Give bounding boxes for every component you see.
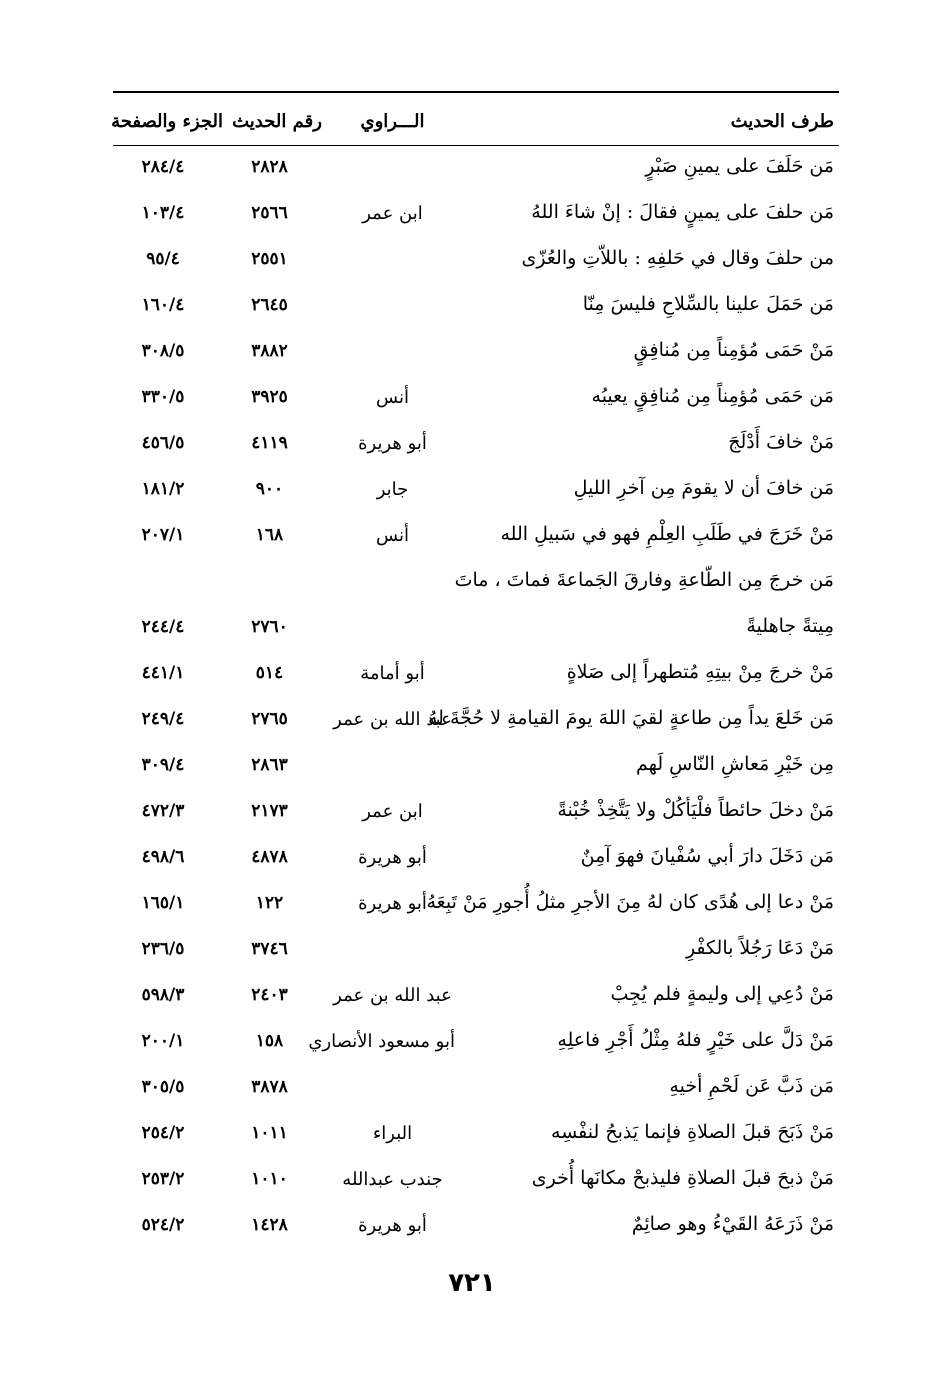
row-ref: ٢٤٩/٤ (141, 709, 185, 729)
row-narrator: أنس (376, 525, 409, 546)
row-hadith: مَنْ ذَرَعَهُ القَيْءُ وهو صائِمٌ (631, 1213, 834, 1235)
row-ref: ٣٠٥/٥ (141, 1077, 185, 1097)
row-hadith: مَن دَخَلَ دارَ أبي سُفْيانَ فهوَ آمِنٌ (580, 845, 834, 867)
row-narrator: عبد الله بن عمر (333, 709, 452, 730)
row-number: ١٦٨ (255, 525, 284, 545)
row-hadith: مَن خافَ أن لا يقومَ مِن آخرِ الليلِ (573, 477, 834, 499)
row-narrator: أبو هريرة (358, 1215, 427, 1236)
row-narrator: جابر (376, 479, 409, 500)
row-ref: ١٠٣/٤ (141, 203, 185, 223)
row-ref: ٤٩٨/٦ (141, 847, 185, 867)
row-hadith: مَنْ دعا إلى هُدًى كان لهُ مِنَ الأجرِ مثلُ أُجورِ مَنْ تَبِعَهُ (426, 891, 834, 913)
row-ref: ٢٠٧/١ (141, 525, 185, 545)
row-number: ٣٩٢٥ (251, 387, 288, 407)
header-hadith: طرف الحديث (730, 111, 834, 132)
row-hadith: مِيتةً جاهليةً (746, 615, 834, 637)
row-narrator: أبو هريرة (358, 847, 427, 868)
row-number: ٢١٧٣ (251, 801, 288, 821)
row-hadith: مَنْ دُعِي إلى وليمةٍ فلم يُجِبْ (610, 983, 834, 1005)
row-narrator: أنس (376, 387, 409, 408)
row-hadith: مَن حَمَى مُؤمِناً مِن مُنافِقٍ يعيبُه (591, 385, 834, 407)
row-ref: ١٦٠/٤ (141, 295, 185, 315)
row-number: ١٤٢٨ (251, 1215, 288, 1235)
row-number: ١٢٢ (255, 893, 284, 913)
row-number: ٢٥٦٦ (251, 203, 288, 223)
row-ref: ١٦٥/١ (141, 893, 185, 913)
row-narrator: أبو هريرة (358, 433, 427, 454)
row-number: ٤١١٩ (251, 433, 288, 453)
row-number: ٤٨٧٨ (251, 847, 288, 867)
row-number: ٢٨٢٨ (251, 157, 288, 177)
header-ref: الجزء والصفحة (111, 111, 223, 132)
row-hadith: مَنْ خَرَجَ في طَلَبِ العِلْمِ فهو في سَبيلِ الله (500, 523, 834, 545)
top-rule (113, 91, 839, 93)
row-narrator: ابن عمر (362, 801, 423, 822)
row-narrator: البراء (372, 1123, 413, 1144)
row-hadith: مَن حَلَفَ على يمينِ صَبْرٍ (645, 155, 834, 177)
page-number: ٧٢١ (448, 1268, 496, 1298)
row-number: ٢٤٠٣ (251, 985, 288, 1005)
row-hadith: من حلفَ وقال في حَلفِهِ : باللاّتِ والعُزّى (521, 247, 834, 269)
row-number: ١٠١٠ (251, 1169, 288, 1189)
row-ref: ٤٧٢/٣ (141, 801, 185, 821)
header-number: رقم الحديث (232, 111, 322, 132)
row-ref: ٢٠٠/١ (141, 1031, 185, 1051)
row-narrator: أبو مسعود الأنصاري (308, 1031, 455, 1052)
row-hadith: مَنْ دَعَا رَجُلاً بالكفْرِ (685, 937, 834, 959)
row-number: ٢٧٦٥ (251, 709, 288, 729)
row-hadith: مَنْ خرجَ مِنْ بيتِهِ مُتطهراً إلى صَلاةٍ (566, 661, 834, 683)
row-number: ٢٥٥١ (251, 249, 288, 269)
row-hadith: مَنْ دخلَ حائطاً فلْيَأكُلْ ولا يَتَّخِذْ خُبْنةً (557, 799, 834, 821)
row-narrator: عبد الله بن عمر (333, 985, 452, 1006)
row-number: ٣٨٨٢ (251, 341, 288, 361)
row-number: ١٠١١ (251, 1123, 288, 1143)
row-ref: ٢٥٣/٢ (141, 1169, 185, 1189)
row-number: ١٥٨ (255, 1031, 284, 1051)
row-hadith: مَنْ ذبحَ قبلَ الصلاةِ فليذبحْ مكانَها أُخرى (531, 1167, 834, 1189)
row-number: ٣٧٤٦ (251, 939, 288, 959)
row-hadith: مَنْ ذَبَحَ قبلَ الصلاةِ فإنما يَذبحُ لنفْسِه (551, 1121, 834, 1143)
row-ref: ٢٨٤/٤ (141, 157, 185, 177)
row-ref: ٢٥٤/٢ (141, 1123, 185, 1143)
row-ref: ٤٤١/١ (141, 663, 185, 683)
header-narrator: الـــراوي (360, 111, 425, 132)
row-hadith: مَن ذَبَّ عَن لَحْمِ أخيهِ (669, 1075, 834, 1097)
row-number: ٢٦٤٥ (251, 295, 288, 315)
row-hadith: مَن حَمَلَ علينا بالسِّلاحِ فليسَ مِنّا (582, 293, 834, 315)
row-ref: ٤٥٦/٥ (141, 433, 185, 453)
row-ref: ٢٣٦/٥ (141, 939, 185, 959)
row-hadith: مَنْ حَمَى مُؤمِناً مِن مُنافِقٍ (633, 339, 834, 361)
row-number: ٢٧٦٠ (251, 617, 288, 637)
row-number: ٢٨٦٣ (251, 755, 288, 775)
row-number: ٩٠٠ (255, 479, 284, 499)
row-number: ٥١٤ (255, 663, 284, 683)
row-hadith: مَنْ خافَ أَدْلَجَ (728, 431, 834, 453)
row-hadith: مِن خَيْرِ مَعاشِ النّاسِ لَهم (635, 753, 834, 775)
row-hadith: مَن خَلعَ يداً مِن طاعةٍ لقيَ اللهَ يومَ القيامةِ لا حُجَّةَ لهُ (427, 707, 834, 729)
row-hadith: مَن خرجَ مِن الطّاعةِ وفارقَ الجَماعةَ فماتَ ، ماتَ (454, 569, 834, 591)
row-ref: ٣٣٠/٥ (141, 387, 185, 407)
row-ref: ١٨١/٢ (141, 479, 185, 499)
row-narrator: أبو أمامة (360, 663, 425, 684)
row-hadith: مَنْ دَلَّ على خَيْرٍ فلهُ مِثْلُ أَجْرِ فاعلِهِ (557, 1029, 834, 1051)
row-ref: ٣٠٨/٥ (141, 341, 185, 361)
row-narrator: جندب عبدالله (342, 1169, 443, 1190)
row-ref: ٢٤٤/٤ (141, 617, 185, 637)
row-ref: ٥٩٨/٣ (141, 985, 185, 1005)
row-number: ٣٨٧٨ (251, 1077, 288, 1097)
row-ref: ٩٥/٤ (146, 249, 180, 269)
row-narrator: ابن عمر (362, 203, 423, 224)
row-narrator: أبو هريرة (358, 893, 427, 914)
row-ref: ٥٢٤/٢ (141, 1215, 185, 1235)
header-rule (113, 145, 839, 146)
row-hadith: مَن حلفَ على يمينٍ فقالَ : إنْ شاءَ اللهُ (531, 201, 834, 223)
row-ref: ٣٠٩/٤ (141, 755, 185, 775)
